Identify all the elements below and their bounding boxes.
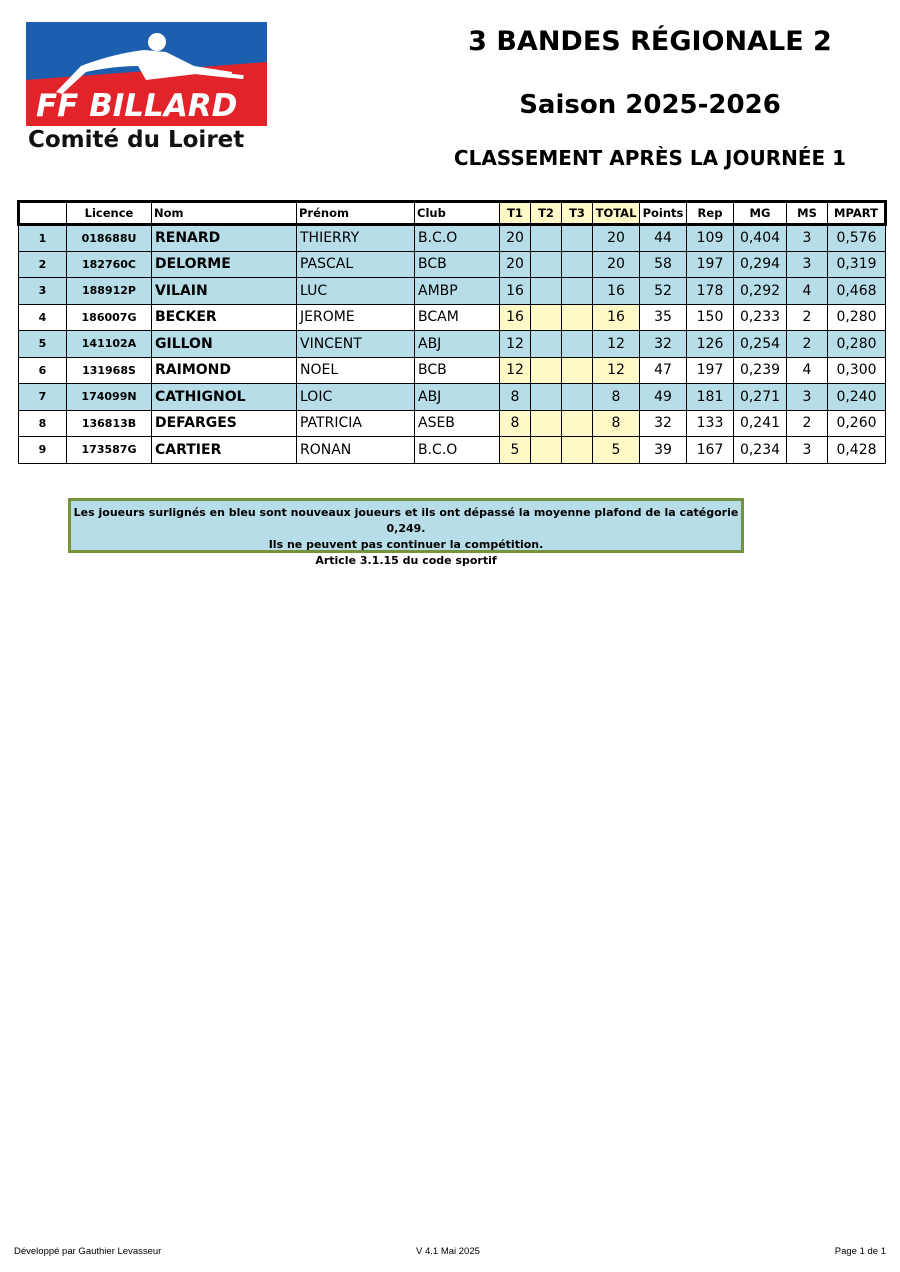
cell-rank: 1 [19, 225, 67, 252]
cell-points: 39 [640, 437, 687, 464]
cell-points: 44 [640, 225, 687, 252]
cell-club: B.C.O [415, 437, 500, 464]
table-header-row [19, 202, 886, 225]
col-mpart-header: MPART [828, 202, 886, 225]
cell-mpart: 0,260 [828, 410, 886, 437]
cell-points: 47 [640, 357, 687, 384]
col-nom-header: Nom [152, 202, 297, 225]
cell-nom: RAIMOND [152, 357, 297, 384]
cell-prenom: LOIC [297, 384, 415, 411]
table-row [19, 304, 886, 331]
cell-mpart: 0,576 [828, 225, 886, 252]
cell-t2 [531, 437, 562, 464]
cell-t2 [531, 331, 562, 358]
cell-t3 [562, 410, 593, 437]
cell-t3 [562, 251, 593, 278]
col-t2-header: T2 [531, 202, 562, 225]
cell-rep: 197 [687, 357, 734, 384]
cell-mpart: 0,280 [828, 331, 886, 358]
cell-t1: 8 [500, 410, 531, 437]
cell-t1: 12 [500, 357, 531, 384]
season-title: Saison 2025-2026 [519, 90, 781, 120]
col-licence-header: Licence [67, 202, 152, 225]
cell-ms: 4 [787, 357, 828, 384]
cell-nom: VILAIN [152, 278, 297, 305]
table-row [19, 331, 886, 358]
cell-rank: 2 [19, 251, 67, 278]
cell-nom: BECKER [152, 304, 297, 331]
cell-prenom: JEROME [297, 304, 415, 331]
cell-prenom: THIERRY [297, 225, 415, 252]
cell-club: AMBP [415, 278, 500, 305]
cell-mpart: 0,319 [828, 251, 886, 278]
cell-ms: 3 [787, 384, 828, 411]
footer-developer: Développé par Gauthier Levasseur [14, 1246, 162, 1257]
cell-t1: 16 [500, 304, 531, 331]
footer-version: V 4.1 Mai 2025 [416, 1246, 480, 1257]
cell-mg: 0,254 [734, 331, 787, 358]
cell-licence: 141102A [67, 331, 152, 358]
cell-points: 32 [640, 331, 687, 358]
cell-rep: 178 [687, 278, 734, 305]
cell-points: 35 [640, 304, 687, 331]
cell-t1: 8 [500, 384, 531, 411]
cell-club: ABJ [415, 331, 500, 358]
col-club-header: Club [415, 202, 500, 225]
cell-t2 [531, 251, 562, 278]
cell-mg: 0,404 [734, 225, 787, 252]
cell-club: ASEB [415, 410, 500, 437]
col-t3-header: T3 [562, 202, 593, 225]
cell-prenom: RONAN [297, 437, 415, 464]
cell-licence: 136813B [67, 410, 152, 437]
cell-nom: GILLON [152, 331, 297, 358]
cell-nom: DELORME [152, 251, 297, 278]
cell-licence: 174099N [67, 384, 152, 411]
cell-t1: 20 [500, 251, 531, 278]
col-ms-header: MS [787, 202, 828, 225]
cell-total: 20 [593, 225, 640, 252]
col-t1-header: T1 [500, 202, 531, 225]
note-line-3: Article 3.1.15 du code sportif [315, 554, 497, 567]
col-rep-header: Rep [687, 202, 734, 225]
cell-points: 52 [640, 278, 687, 305]
table-row [19, 410, 886, 437]
cell-club: BCAM [415, 304, 500, 331]
cell-mg: 0,241 [734, 410, 787, 437]
cell-total: 12 [593, 357, 640, 384]
cell-ms: 3 [787, 437, 828, 464]
cell-total: 8 [593, 384, 640, 411]
cell-points: 49 [640, 384, 687, 411]
cell-mpart: 0,300 [828, 357, 886, 384]
cell-rep: 181 [687, 384, 734, 411]
cell-nom: RENARD [152, 225, 297, 252]
cell-prenom: LUC [297, 278, 415, 305]
cell-mpart: 0,428 [828, 437, 886, 464]
cell-t2 [531, 357, 562, 384]
cell-mg: 0,234 [734, 437, 787, 464]
col-total-header: TOTAL [593, 202, 640, 225]
ranking-title: CLASSEMENT APRÈS LA JOURNÉE 1 [453, 146, 847, 170]
cell-total: 8 [593, 410, 640, 437]
cell-ms: 2 [787, 304, 828, 331]
cell-mpart: 0,240 [828, 384, 886, 411]
info-note [68, 498, 744, 567]
table-row [19, 251, 886, 278]
page-title: 3 BANDES RÉGIONALE 2 [468, 26, 832, 57]
cell-points: 58 [640, 251, 687, 278]
cell-mg: 0,271 [734, 384, 787, 411]
cell-total: 12 [593, 331, 640, 358]
cell-licence: 173587G [67, 437, 152, 464]
cell-ms: 2 [787, 410, 828, 437]
cell-rep: 150 [687, 304, 734, 331]
cell-t1: 5 [500, 437, 531, 464]
cell-t2 [531, 410, 562, 437]
cell-t3 [562, 357, 593, 384]
cell-nom: DEFARGES [152, 410, 297, 437]
cell-prenom: NOEL [297, 357, 415, 384]
table-row [19, 357, 886, 384]
cell-licence: 018688U [67, 225, 152, 252]
cell-t1: 12 [500, 331, 531, 358]
cell-t3 [562, 384, 593, 411]
cell-rank: 7 [19, 384, 67, 411]
cell-total: 5 [593, 437, 640, 464]
cell-rep: 133 [687, 410, 734, 437]
cell-prenom: PATRICIA [297, 410, 415, 437]
cell-ms: 3 [787, 225, 828, 252]
cell-t3 [562, 437, 593, 464]
cell-licence: 188912P [67, 278, 152, 305]
cell-total: 16 [593, 304, 640, 331]
note-line-1: Les joueurs surlignés en bleu sont nouveaux joueurs et ils ont dépassé la moyenne plafond de la catégorie 0,249. [73, 506, 739, 535]
cell-nom: CARTIER [152, 437, 297, 464]
cell-licence: 182760C [67, 251, 152, 278]
table-row [19, 225, 886, 252]
cell-t1: 20 [500, 225, 531, 252]
cell-t2 [531, 225, 562, 252]
cell-t3 [562, 225, 593, 252]
cell-mg: 0,233 [734, 304, 787, 331]
table-row [19, 437, 886, 464]
cell-rank: 8 [19, 410, 67, 437]
cell-rank: 5 [19, 331, 67, 358]
cell-points: 32 [640, 410, 687, 437]
col-prenom-header: Prénom [297, 202, 415, 225]
cell-t3 [562, 304, 593, 331]
cell-mg: 0,292 [734, 278, 787, 305]
cell-rank: 9 [19, 437, 67, 464]
table-row [19, 384, 886, 411]
cell-rank: 4 [19, 304, 67, 331]
cell-t2 [531, 384, 562, 411]
cell-t1: 16 [500, 278, 531, 305]
cell-prenom: PASCAL [297, 251, 415, 278]
cell-ms: 4 [787, 278, 828, 305]
cell-total: 16 [593, 278, 640, 305]
cell-mg: 0,294 [734, 251, 787, 278]
col-points-header: Points [640, 202, 687, 225]
cell-mg: 0,239 [734, 357, 787, 384]
cell-t3 [562, 331, 593, 358]
ff-billard-logo [26, 22, 267, 152]
col-rank-header [19, 202, 67, 225]
cell-club: B.C.O [415, 225, 500, 252]
cell-rank: 3 [19, 278, 67, 305]
cell-t3 [562, 278, 593, 305]
col-mg-header: MG [734, 202, 787, 225]
ranking-table [17, 200, 887, 464]
logo-subtitle-text: Comité du Loiret [28, 127, 245, 152]
cell-rep: 197 [687, 251, 734, 278]
cell-prenom: VINCENT [297, 331, 415, 358]
cell-total: 20 [593, 251, 640, 278]
cell-rank: 6 [19, 357, 67, 384]
cell-ms: 3 [787, 251, 828, 278]
footer-page-number: Page 1 de 1 [834, 1246, 886, 1257]
cell-club: ABJ [415, 384, 500, 411]
cell-licence: 131968S [67, 357, 152, 384]
cell-club: BCB [415, 357, 500, 384]
cell-rep: 126 [687, 331, 734, 358]
note-line-2: Ils ne peuvent pas continuer la compétition. [268, 538, 544, 551]
cell-rep: 109 [687, 225, 734, 252]
logo-brand-text: FF BILLARD [36, 88, 238, 124]
table-row [19, 278, 886, 305]
cell-t2 [531, 278, 562, 305]
cell-rep: 167 [687, 437, 734, 464]
cell-club: BCB [415, 251, 500, 278]
cell-mpart: 0,280 [828, 304, 886, 331]
cell-t2 [531, 304, 562, 331]
cell-ms: 2 [787, 331, 828, 358]
cell-nom: CATHIGNOL [152, 384, 297, 411]
cell-mpart: 0,468 [828, 278, 886, 305]
cell-licence: 186007G [67, 304, 152, 331]
